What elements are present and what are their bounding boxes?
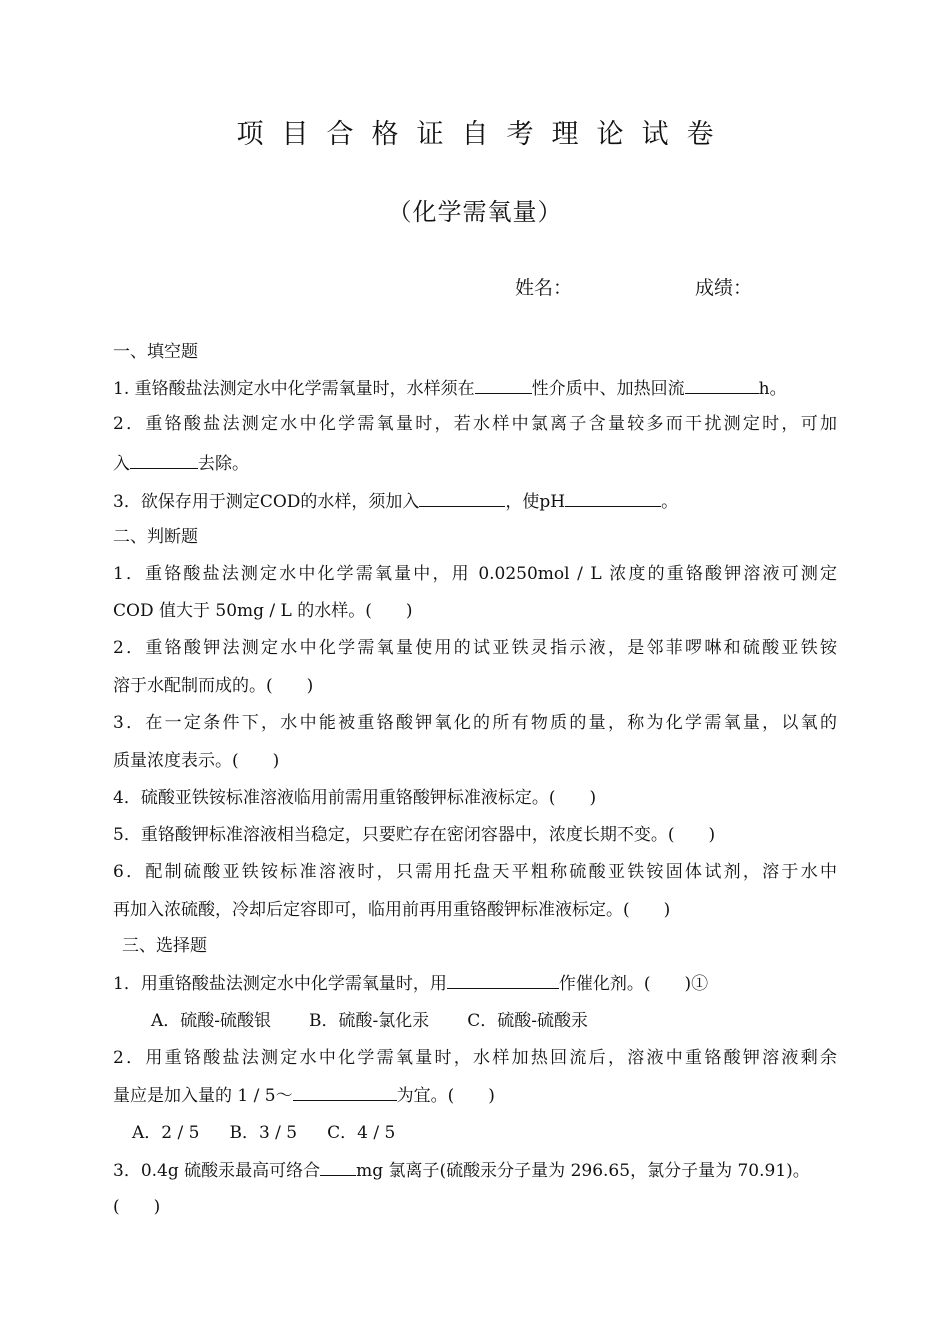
name-label: 姓名： [515, 277, 573, 299]
tf-q3-line1: 3．在一定条件下，水中能被重铬酸钾氧化的所有物质的量，称为化学需氧量，以氧的 [113, 713, 837, 733]
mc-q3-line2: ( ) [113, 1197, 161, 1217]
section-heading-multiple-choice: 三、选择题 [122, 936, 207, 956]
fill-q3: 3．欲保存用于测定COD的水样，须加入 ，使pH 。 [113, 488, 678, 515]
tf-q3-line2: 质量浓度表示。( ) [113, 751, 280, 771]
mc-q1-options [151, 1008, 588, 1034]
mc-q2-line2: 量应是加入量的 1 / 5～ 为宜。( ) [113, 1082, 495, 1109]
mc-q3-line1: 3．0.4g 硫酸汞最高可络合 mg 氯离子(硫酸汞分子量为 296.65，氯分子量为 70.91)。 [113, 1157, 810, 1184]
tf-q6-line1: 6．配制硫酸亚铁铵标准溶液时，只需用托盘天平粗称硫酸亚铁铵固体试剂，溶于水中 [113, 862, 837, 882]
answer-blank[interactable] [320, 1157, 356, 1176]
mc-q1: 1．用重铬酸盐法测定水中化学需氧量时，用 作催化剂。( )① [113, 970, 708, 997]
answer-blank[interactable] [565, 488, 661, 507]
option-c[interactable]: C．硫酸-硫酸汞 [467, 1011, 589, 1031]
score-label: 成绩： [695, 277, 753, 299]
tf-q2-line2: 溶于水配制而成的。( ) [113, 676, 314, 696]
section-heading-true-false: 二、判断题 [113, 527, 198, 547]
section-heading-fill-in: 一、填空题 [113, 342, 198, 362]
tf-q5: 5．重铬酸钾标准溶液相当稳定，只要贮存在密闭容器中，浓度长期不变。( ) [113, 825, 716, 845]
tf-q6-line2: 再加入浓硫酸，冷却后定容即可，临用前再用重铬酸钾标准液标定。( ) [113, 900, 671, 920]
answer-blank[interactable] [447, 970, 559, 989]
tf-q4: 4．硫酸亚铁铵标准溶液临用前需用重铬酸钾标准液标定。( ) [113, 788, 597, 808]
answer-blank[interactable] [685, 375, 759, 394]
answer-blank[interactable] [475, 375, 532, 394]
option-a[interactable]: A．硫酸-硫酸银 [151, 1011, 272, 1031]
page-subtitle: （化学需氧量） [387, 198, 563, 226]
tf-q2-line1: 2．重铬酸钾法测定水中化学需氧量使用的试亚铁灵指示液，是邻菲啰啉和硫酸亚铁铵 [113, 638, 837, 658]
option-b[interactable]: B．硫酸-氯化汞 [309, 1011, 430, 1031]
option-b[interactable]: B．3 / 5 [229, 1123, 298, 1143]
option-a[interactable]: A．2 / 5 [132, 1123, 200, 1143]
option-c[interactable]: C．4 / 5 [327, 1123, 396, 1143]
tf-q1-line1: 1．重铬酸盐法测定水中化学需氧量中，用 0.0250mol / L 浓度的重铬酸钾溶液可测定 [113, 564, 837, 584]
fill-q1: 1. 重铬酸盐法测定水中化学需氧量时，水样须在 性介质中、加热回流 h。 [113, 375, 787, 402]
mc-q2-options [132, 1120, 395, 1146]
answer-blank[interactable] [293, 1082, 397, 1101]
fill-q2-line1: 2．重铬酸盐法测定水中化学需氧量时，若水样中氯离子含量较多而干扰测定时，可加 [113, 414, 837, 434]
page-title: 项目合格证自考理论试卷 [236, 119, 732, 150]
fill-q2-line2: 入 去除。 [113, 450, 249, 477]
tf-q1-line2: COD 值大于 50mg / L 的水样。( ) [113, 601, 413, 621]
mc-q2-line1: 2．用重铬酸盐法测定水中化学需氧量时，水样加热回流后，溶液中重铬酸钾溶液剩余 [113, 1048, 837, 1068]
answer-blank[interactable] [130, 450, 198, 469]
answer-blank[interactable] [419, 488, 505, 507]
